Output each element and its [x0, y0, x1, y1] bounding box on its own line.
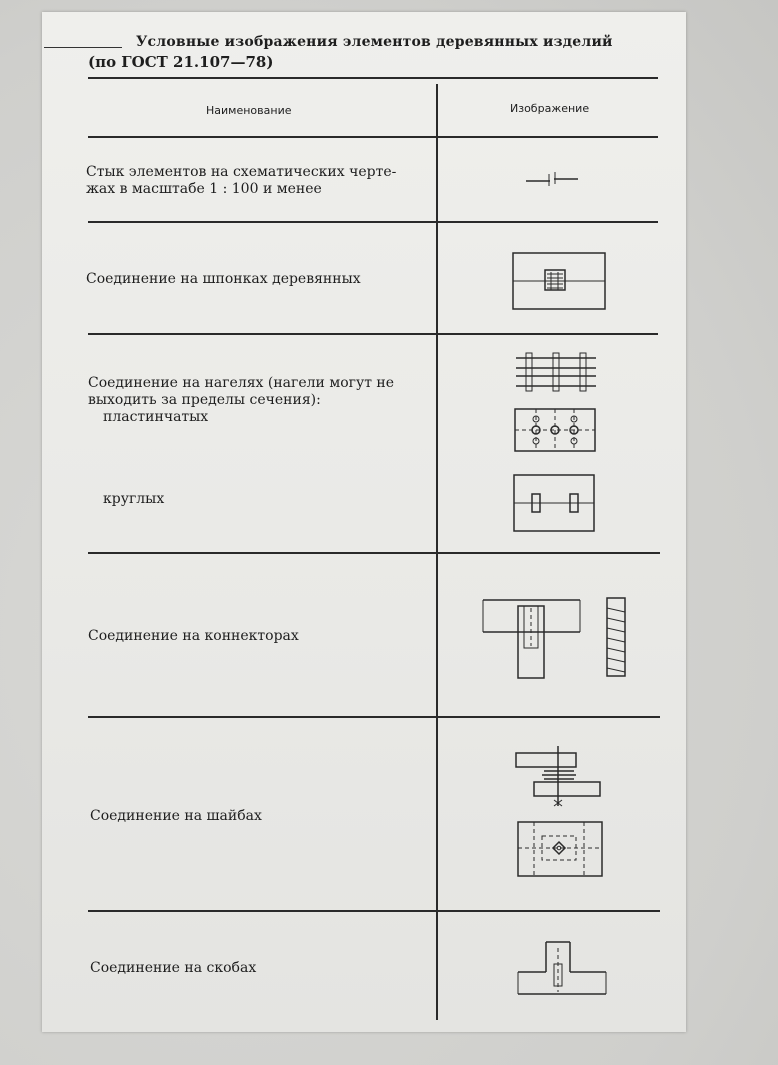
header-bottom-rule — [88, 136, 658, 138]
row-label-dowel-line1: Соединение на нагелях (нагели могут не — [88, 375, 395, 391]
row-rule-4 — [88, 716, 660, 718]
column-header-image: Изображение — [510, 102, 590, 115]
washer-joint-figure — [512, 744, 608, 880]
row-label-joint-line2: жах в масштабе 1 : 100 и менее — [86, 181, 322, 197]
page-title: Условные изображения элементов деревянных изделий — [136, 34, 613, 50]
round-dowel-figure — [510, 472, 598, 534]
row-rule-1 — [88, 221, 658, 223]
row-label-wooden-key: Соединение на шпонках деревянных — [86, 271, 361, 287]
row-label-joint-line1: Стык элементов на схематических черте- — [86, 164, 397, 180]
row-label-connector: Соединение на коннекторах — [88, 628, 299, 644]
connector-joint-figure — [480, 596, 640, 682]
row-label-staple: Соединение на скобах — [90, 960, 257, 976]
page-subtitle: (по ГОСТ 21.107—78) — [88, 53, 274, 71]
joint-schematic-figure — [520, 168, 580, 192]
row-rule-2 — [88, 333, 658, 335]
wooden-key-joint-figure — [510, 248, 610, 314]
column-header-name: Наименование — [206, 104, 292, 117]
column-divider — [436, 84, 438, 1020]
table-top-rule — [88, 77, 658, 79]
staple-joint-figure — [512, 938, 610, 998]
plate-dowel-figure — [512, 406, 598, 454]
row-label-dowel-line2: выходить за пределы сечения): — [88, 392, 321, 408]
row-rule-3 — [88, 552, 660, 554]
row-label-plate-dowel: пластинчатых — [103, 409, 209, 425]
row-label-washer: Соединение на шайбах — [90, 808, 262, 824]
row-rule-5 — [88, 910, 660, 912]
dowel-joint-figure — [508, 350, 604, 392]
title-rule — [44, 47, 122, 48]
row-label-round-dowel: круглых — [103, 491, 165, 507]
